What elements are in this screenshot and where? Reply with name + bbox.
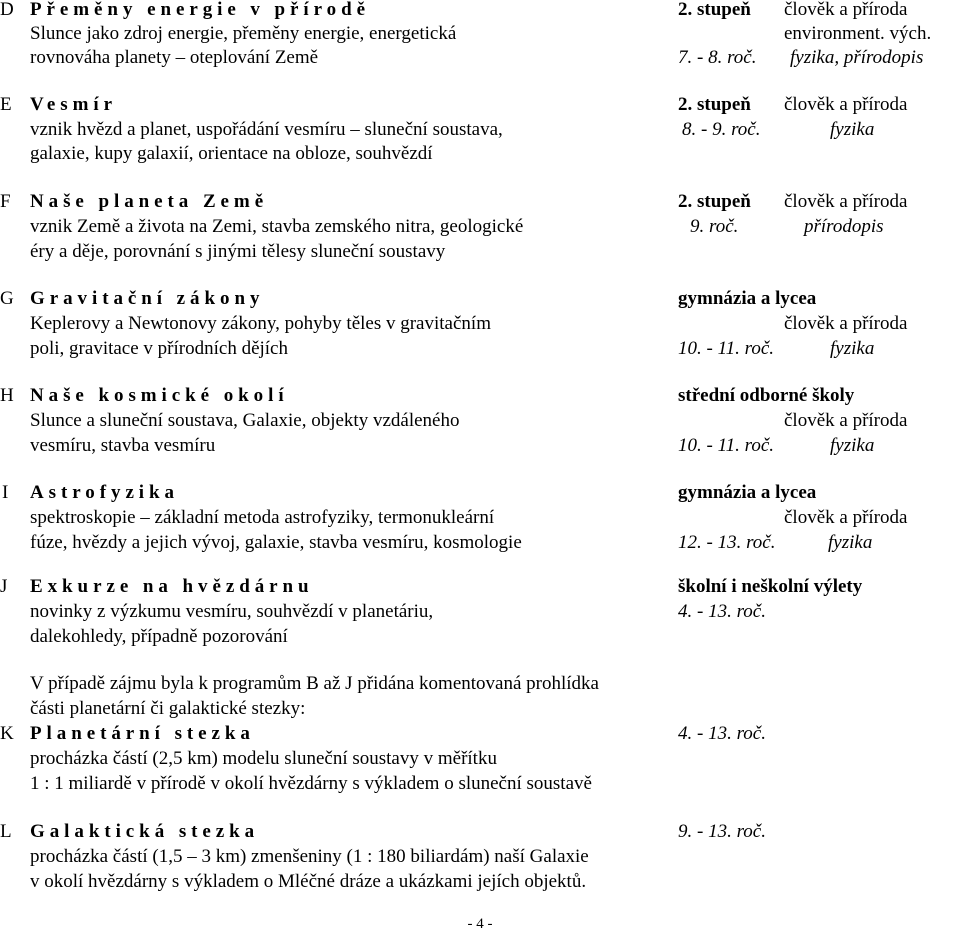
note-line: V případě zájmu byla k programům B až J přidána komentovaná prohlídka (30, 673, 599, 694)
section-letter: I (2, 482, 9, 503)
subject-area: člověk a příroda (784, 0, 908, 20)
subject-area: člověk a příroda (784, 410, 908, 431)
section-letter: G (0, 288, 14, 309)
subject-area-secondary: environment. vých. (784, 23, 932, 44)
section-letter: H (0, 385, 14, 406)
subject: fyzika (830, 435, 875, 456)
section-letter: F (0, 191, 11, 212)
school-level: 2. stupeň (678, 94, 751, 115)
description-line: rovnováha planety – oteplování Země (30, 47, 319, 68)
school-level: gymnázia a lycea (678, 288, 817, 309)
page-number: - 4 - (467, 916, 493, 932)
description-line: vesmíru, stavba vesmíru (30, 435, 216, 456)
note-line: části planetární či galaktické stezky: (30, 698, 306, 719)
section-title: Naše kosmické okolí (30, 385, 289, 406)
subject-area: člověk a příroda (784, 507, 908, 528)
description-line: spektroskopie – základní metoda astrofyziky, termonukleární (30, 507, 495, 528)
subject: fyzika (828, 532, 873, 553)
school-level: 2. stupeň (678, 191, 751, 212)
description-line: vznik Země a života na Zemi, stavba zemského nitra, geologické (30, 216, 524, 237)
grade: 4. - 13. roč. (678, 601, 766, 622)
subject: fyzika (830, 119, 875, 140)
subject-area: člověk a příroda (784, 313, 908, 334)
description-line: procházka částí (2,5 km) modelu sluneční soustavy v měřítku (30, 748, 497, 769)
description-line: fúze, hvězdy a jejich vývoj, galaxie, stavba vesmíru, kosmologie (30, 532, 522, 553)
description-line: v okolí hvězdárny s výkladem o Mléčné dráze a ukázkami jejích objektů. (30, 871, 587, 892)
description-line: éry a děje, porovnání s jinými tělesy sluneční soustavy (30, 241, 446, 262)
school-level: školní i neškolní výlety (678, 576, 863, 597)
description-line: poli, gravitace v přírodních dějích (30, 338, 288, 359)
description-line: 1 : 1 miliardě v přírodě v okolí hvězdárny s výkladem o sluneční soustavě (30, 773, 592, 794)
description-line: novinky z výzkumu vesmíru, souhvězdí v planetáriu, (30, 601, 434, 622)
section-title: Vesmír (30, 94, 117, 115)
grade: 9. roč. (690, 216, 739, 237)
description-line: vznik hvězd a planet, uspořádání vesmíru – sluneční soustava, (30, 119, 503, 140)
grade: 9. - 13. roč. (678, 821, 766, 842)
grade: 7. - 8. roč. (678, 47, 757, 68)
section-letter: D (0, 0, 14, 20)
section-title: Exkurze na hvězdárnu (30, 576, 314, 597)
description-line: Keplerovy a Newtonovy zákony, pohyby těles v gravitačním (30, 313, 491, 334)
section-title: Astrofyzika (30, 482, 179, 503)
school-level: gymnázia a lycea (678, 482, 817, 503)
description-line: galaxie, kupy galaxií, orientace na obloze, souhvězdí (30, 143, 433, 164)
description-line: dalekohledy, případně pozorování (30, 626, 288, 647)
school-level: 2. stupeň (678, 0, 751, 20)
section-title: Naše planeta Země (30, 191, 269, 212)
section-letter: L (0, 821, 12, 842)
section-letter: K (0, 723, 14, 744)
school-level: střední odborné školy (678, 385, 855, 406)
description-line: Slunce a sluneční soustava, Galaxie, objekty vzdáleného (30, 410, 460, 431)
grade: 12. - 13. roč. (678, 532, 776, 553)
description-line: Slunce jako zdroj energie, přeměny energie, energetická (30, 23, 457, 44)
section-title: Planetární stezka (30, 723, 255, 744)
subject-area: člověk a příroda (784, 94, 908, 115)
section-letter: E (0, 94, 12, 115)
grade: 4. - 13. roč. (678, 723, 766, 744)
grade: 8. - 9. roč. (682, 119, 761, 140)
subject: fyzika (830, 338, 875, 359)
grade: 10. - 11. roč. (678, 435, 775, 456)
section-title: Gravitační zákony (30, 288, 265, 309)
subject: přírodopis (804, 216, 884, 237)
subject-area: člověk a příroda (784, 191, 908, 212)
grade: 10. - 11. roč. (678, 338, 775, 359)
description-line: procházka částí (1,5 – 3 km) zmenšeniny (1 : 180 biliardám) naší Galaxie (30, 846, 589, 867)
section-title: Přeměny energie v přírodě (30, 0, 370, 20)
section-title: Galaktická stezka (30, 821, 260, 842)
section-letter: J (0, 576, 8, 597)
subject: fyzika, přírodopis (790, 47, 924, 68)
